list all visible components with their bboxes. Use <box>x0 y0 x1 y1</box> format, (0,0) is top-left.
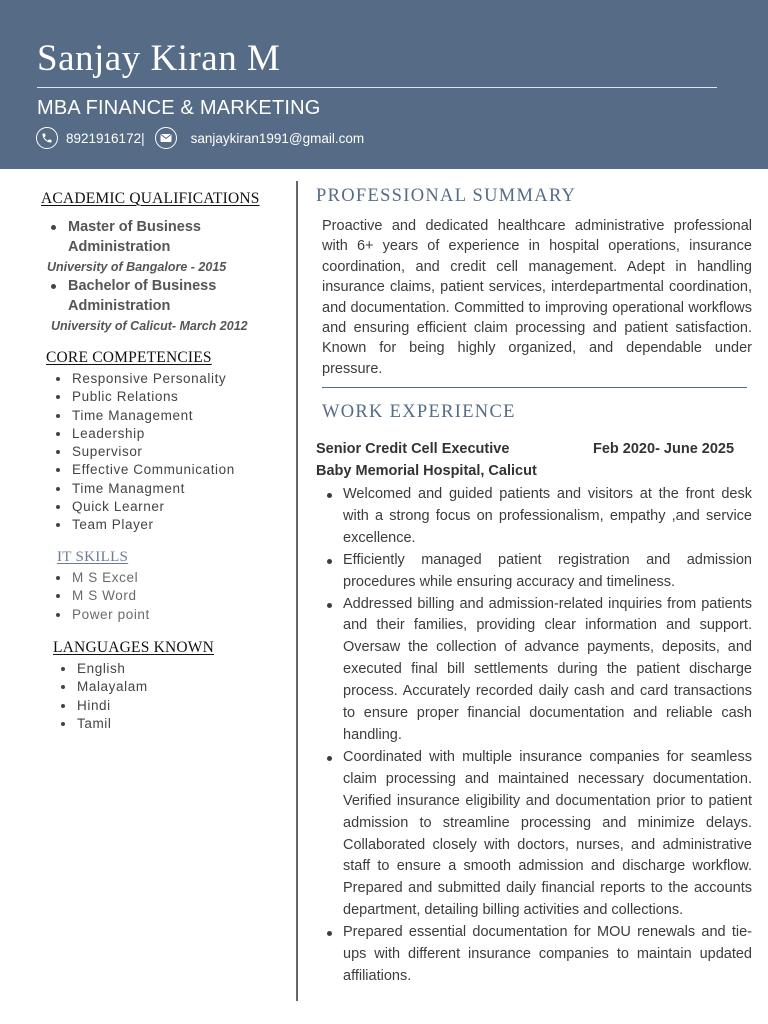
mail-icon <box>155 127 177 149</box>
header-divider <box>37 87 717 88</box>
academic-school: University of Calicut- March 2012 <box>51 319 248 333</box>
languages-title: LANGUAGES KNOWN <box>53 639 214 656</box>
languages-list <box>58 660 148 733</box>
list-item: Prepared essential documentation for MOU renewals and tie-ups with different insurance companies to maintain updated affiliations. <box>343 922 752 988</box>
summary-text: Proactive and dedicated healthcare administrative professional with 6+ years of experience in hospital operations, insurance coordination, and credit cell management. Adept in handling insurance claims, patient services, interdepartmental coordination, and documentation. Committed to improving operational workflows and ensuring efficient claim processing and patient satisfaction. Known for being highly organized, and dependable under pressure. <box>322 218 752 377</box>
job-dates: Feb 2020- June 2025 <box>593 441 735 457</box>
candidate-role: MBA FINANCE & MARKETING <box>37 97 321 119</box>
list-item: Addressed billing and admission-related inquiries from patients and their families, providing clear information and support. Oversaw the collection of advance payments, deposits, and executed final bill settlements during the patient discharge process. Accurately recorded daily cash and card transactions to ensure proper financial documentation and reliable cash handling. <box>343 594 752 747</box>
list-item: Efficiently managed patient registration and admission procedures while ensuring accuracy and timeliness. <box>343 550 752 594</box>
list-item: Time Managment <box>53 480 235 498</box>
list-item: M S Word <box>53 587 150 605</box>
job-title: Senior Credit Cell Executive <box>316 441 510 457</box>
list-item: M S Excel <box>53 569 150 587</box>
list-item: Coordinated with multiple insurance companies for seamless claim processing and maintained necessary documentation. Verified insurance eligibility and documentation prior to patient admission to streamline processing and minimize delays. Collaborated closely with doctors, nurses, and administrative staff to ensure a smooth admission and discharge workflow. Prepared and submitted daily financial reports to the accounts department, detailing billing activities and collections. <box>343 747 752 922</box>
academic-school: University of Bangalore - 2015 <box>47 260 227 274</box>
list-item: Responsive Personality <box>53 370 235 388</box>
academic-degree: Bachelor of Business Administration <box>68 278 217 314</box>
list-item: Quick Learner <box>53 498 235 516</box>
core-competencies-list <box>53 370 235 535</box>
summary-title: PROFESSIONAL SUMMARY <box>316 186 577 206</box>
list-item: Public Relations <box>53 388 235 406</box>
bullet-dot <box>51 225 56 230</box>
list-item: English <box>58 660 148 678</box>
list-item: Supervisor <box>53 443 235 461</box>
list-item: Team Player <box>53 516 235 534</box>
core-competencies-title: CORE COMPETENCIES <box>46 349 212 366</box>
list-item: Malayalam <box>58 678 148 696</box>
list-item: Time Management <box>53 407 235 425</box>
job-company: Baby Memorial Hospital, Calicut <box>316 463 537 479</box>
work-experience-title: WORK EXPERIENCE <box>322 402 516 422</box>
resume-header <box>0 0 768 169</box>
section-divider <box>322 387 747 388</box>
list-item: Leadership <box>53 425 235 443</box>
bullet-dot <box>51 284 56 289</box>
list-item: Hindi <box>58 697 148 715</box>
it-skills-list <box>53 569 150 624</box>
academic-title: ACADEMIC QUALIFICATIONS <box>41 190 260 207</box>
column-divider <box>296 181 298 1001</box>
academic-degree: Master of Business Administration <box>68 219 201 255</box>
contact-line <box>36 127 364 149</box>
list-item: Power point <box>53 606 150 624</box>
it-skills-title: IT SKILLS <box>57 549 129 565</box>
list-item: Welcomed and guided patients and visitors at the front desk with a strong focus on professionalism, empathy ,and service excellence. <box>343 484 752 550</box>
list-item: Effective Communication <box>53 461 235 479</box>
candidate-name: Sanjay Kiran M <box>37 38 281 79</box>
experience-bullets <box>343 484 752 988</box>
phone-number: 8921916172| <box>66 130 145 146</box>
phone-icon <box>36 127 58 149</box>
list-item: Tamil <box>58 715 148 733</box>
email-address: sanjaykiran1991@gmail.com <box>190 130 365 146</box>
